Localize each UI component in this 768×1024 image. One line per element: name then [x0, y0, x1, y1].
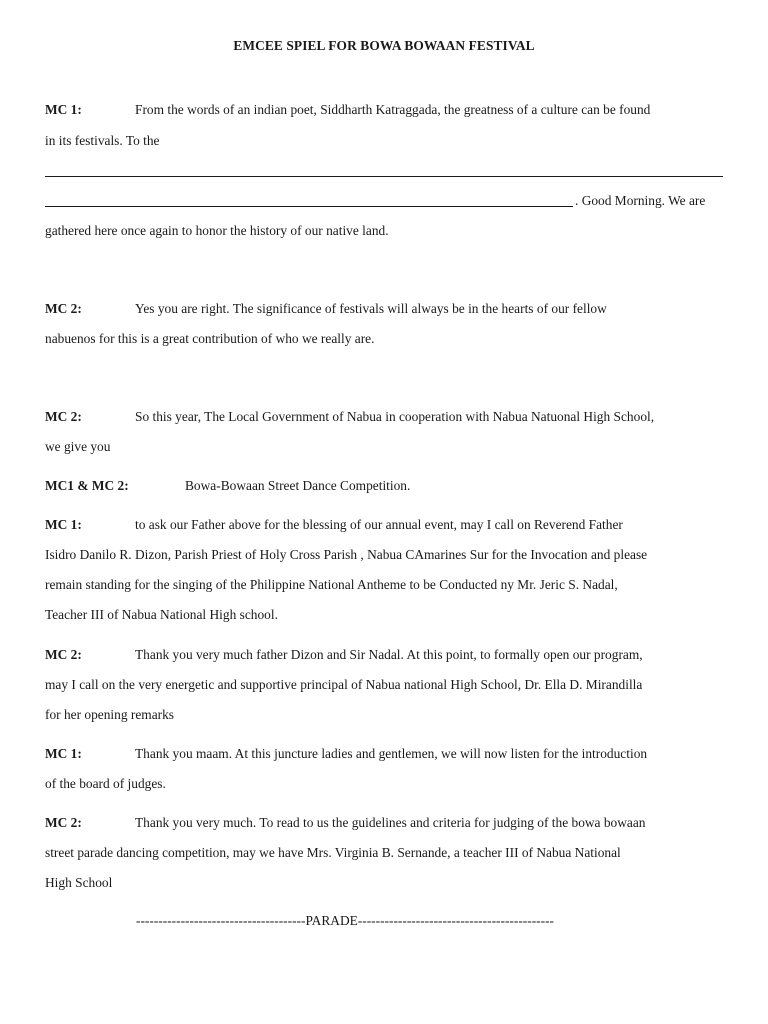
speech-line: Thank you very much. To read to us the guidelines and criteria for judging of the bowa bowaan [135, 815, 646, 830]
speaker-label: MC 2: [45, 647, 82, 662]
speech-line: we give you [45, 439, 111, 454]
document-title: EMCEE SPIEL FOR BOWA BOWAAN FESTIVAL [233, 38, 535, 53]
speaker-label: MC 2: [45, 409, 82, 424]
speech-line: From the words of an indian poet, Siddharth Katraggada, the greatness of a culture can be found [135, 102, 651, 117]
speaker-label: MC1 & MC 2: [45, 478, 129, 493]
speech-line: Isidro Danilo R. Dizon, Parish Priest of Holy Cross Parish , Nabua CAmarines Sur for the Invocation and please [45, 547, 648, 562]
speech-line: street parade dancing competition, may we have Mrs. Virginia B. Sernande, a teacher III of Nabua National [45, 845, 621, 860]
speech-line: may I call on the very energetic and supportive principal of Nabua national High School, Dr. Ella D. Mirandilla [45, 677, 643, 692]
speech-line: in its festivals. To the [45, 133, 160, 148]
parade-divider: --------------------------------------PARADE-------------------------------------------- [136, 913, 554, 928]
speech-line: of the board of judges. [45, 776, 166, 791]
speech-line: Yes you are right. The significance of festivals will always be in the hearts of our fellow [135, 301, 607, 316]
speaker-label: MC 2: [45, 301, 82, 316]
speech-line: nabuenos for this is a great contribution of who we really are. [45, 331, 375, 346]
speech-line: High School [45, 875, 113, 890]
speech-line: gathered here once again to honor the history of our native land. [45, 223, 389, 238]
speech-line: Teacher III of Nabua National High school. [45, 607, 278, 622]
speech-line: Thank you very much father Dizon and Sir Nadal. At this point, to formally open our program, [135, 647, 643, 662]
speech-line: to ask our Father above for the blessing of our annual event, may I call on Reverend Father [135, 517, 623, 532]
speaker-label: MC 1: [45, 746, 82, 761]
speaker-label: MC 2: [45, 815, 82, 830]
fill-in-blank-line [45, 176, 723, 177]
speech-line: remain standing for the singing of the Philippine National Antheme to be Conducted ny Mr. Jeric S. Nadal, [45, 577, 618, 592]
speech-line: So this year, The Local Government of Nabua in cooperation with Nabua Natuonal High School, [135, 409, 655, 424]
speech-line: for her opening remarks [45, 707, 175, 722]
speaker-label: MC 1: [45, 102, 82, 117]
speaker-label: MC 1: [45, 517, 82, 532]
speech-line: Thank you maam. At this juncture ladies and gentlemen, we will now listen for the introduction [135, 746, 648, 761]
speech-line: . Good Morning. We are [575, 193, 706, 208]
speech-line: Bowa-Bowaan Street Dance Competition. [185, 478, 411, 493]
fill-in-blank-line [45, 206, 573, 207]
